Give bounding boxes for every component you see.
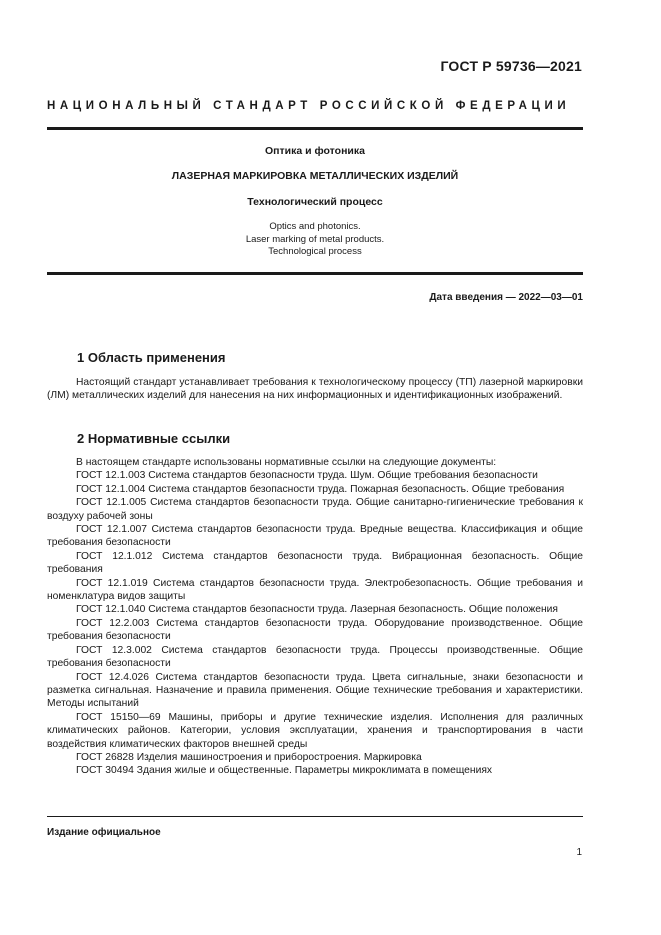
reference-item: ГОСТ 12.3.002 Система стандартов безопасности труда. Процессы производственные. Общие требования безопасности — [47, 644, 583, 670]
english-title-line: Laser marking of metal products. — [245, 233, 385, 245]
header-divider — [47, 127, 583, 130]
document-topic: Оптика и фотоника — [264, 145, 365, 157]
document-subtitle: Технологический процесс — [247, 196, 383, 208]
reference-item: ГОСТ 12.2.003 Система стандартов безопасности труда. Оборудование производственное. Общие требования безопасности — [47, 617, 583, 643]
reference-item: ГОСТ 26828 Изделия машиностроения и приборостроения. Маркировка — [76, 751, 422, 763]
english-title — [47, 221, 583, 259]
reference-item: ГОСТ 12.1.005 Система стандартов безопасности труда. Общие санитарно-гигиенические требования к воздуху рабочей зоны — [47, 497, 583, 522]
reference-item: ГОСТ 12.1.004 Система стандартов безопасности труда. Пожарная безопасность. Общие требования — [76, 483, 565, 495]
reference-item: ГОСТ 30494 Здания жилые и общественные. Параметры микроклимата в помещениях — [76, 765, 493, 777]
footer-divider — [47, 816, 583, 817]
paragraph: Настоящий стандарт устанавливает требования к технологическому процессу (ТП) лазерной маркировки (ЛМ) металлических изделий для нанесения на них информационных и идентификационных изображений. — [47, 377, 583, 402]
reference-item: ГОСТ 15150—69 Машины, приборы и другие технические изделия. Исполнения для различных климатических районов. Категории, условия эксплуатации, хранения и транспортирования в части воздействия климатических факторов внешней среды — [47, 711, 583, 750]
national-standard-heading: НАЦИОНАЛЬНЫЙ СТАНДАРТ РОССИЙСКОЙ ФЕДЕРАЦИИ — [47, 100, 571, 112]
gost-number: ГОСТ Р 59736—2021 — [440, 58, 582, 74]
reference-item: ГОСТ 12.4.026 Система стандартов безопасности труда. Цвета сигнальные, знаки безопасности и разметка сигнальная. Назначение и правила применения. Общие технические требования и характеристики. Методы испытаний — [47, 671, 583, 710]
introduction-date: Дата введения — 2022—03—01 — [429, 292, 583, 303]
references-intro: В настоящем стандарте использованы нормативные ссылки на следующие документы: — [76, 457, 497, 468]
reference-item: ГОСТ 12.1.007 Система стандартов безопасности труда. Вредные вещества. Классификация и общие требования безопасности — [47, 524, 583, 549]
document-title: ЛАЗЕРНАЯ МАРКИРОВКА МЕТАЛЛИЧЕСКИХ ИЗДЕЛИЙ — [171, 170, 459, 182]
title-divider — [47, 272, 583, 275]
reference-item: ГОСТ 12.1.019 Система стандартов безопасности труда. Электробезопасность. Общие требования и номенклатура видов защиты — [47, 577, 583, 603]
section-1-heading: 1 Область применения — [77, 350, 226, 365]
section-1-text — [47, 376, 583, 402]
official-edition-label: Издание официальное — [47, 827, 161, 838]
reference-item: ГОСТ 12.1.040 Система стандартов безопасности труда. Лазерная безопасность. Общие положения — [76, 604, 558, 616]
english-title-line: Optics and photonics. — [269, 221, 361, 232]
normative-references-list — [47, 456, 583, 778]
english-title-line: Technological process — [268, 246, 362, 257]
reference-item: ГОСТ 12.1.003 Система стандартов безопасности труда. Шум. Общие требования безопасности — [76, 470, 538, 482]
section-2-heading: 2 Нормативные ссылки — [77, 431, 231, 446]
reference-item: ГОСТ 12.1.012 Система стандартов безопасности труда. Вибрационная безопасность. Общие требования — [47, 550, 583, 576]
page-number: 1 — [576, 847, 582, 858]
